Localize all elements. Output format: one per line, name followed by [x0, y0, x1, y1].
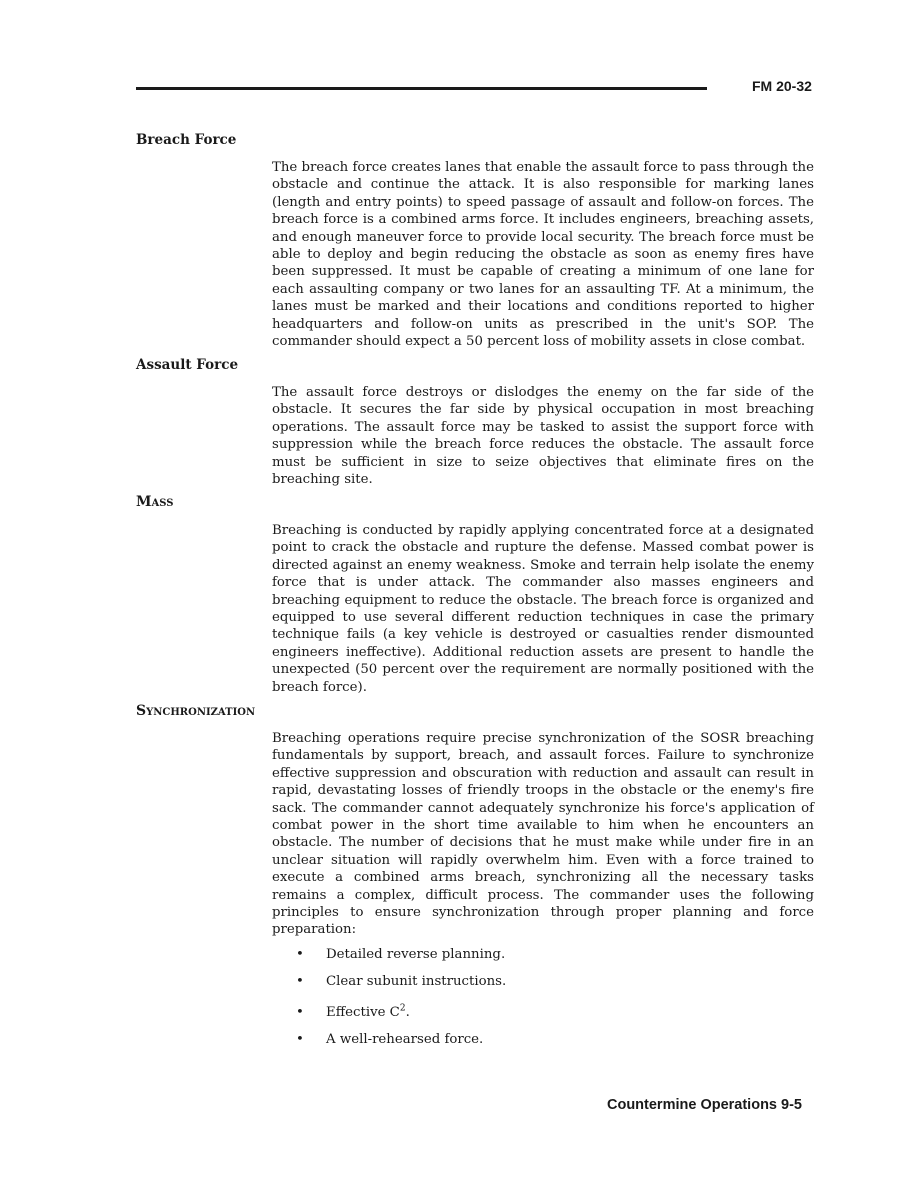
list-item-text: Detailed reverse planning.	[326, 947, 506, 962]
list-item-text: Effective C	[326, 1004, 400, 1020]
page-footer: Countermine Operations 9-5	[607, 1097, 802, 1113]
heading-synchronization: Synchronization	[136, 703, 256, 719]
bullet-icon: •	[296, 1004, 304, 1020]
paragraph-synchronization: Breaching operations require precise synchronization of the SOSR breaching fundamentals by support, breach, and assault forces. Failure to synchronize effective suppression and obscuration with reduction and assault can result in rapid, devastating losses of friendly troops in the obstacle or the enemy's fire sack. The commander cannot adequately synchronize his force's application of combat power in the short time available to him when he encounters an obstacle. The number of decisions that he must make while under fire in an unclear situation will rapidly overwhelm him. Even with a force trained to execute a combined arms breach, synchronizing all the necessary tasks remains a complex, difficult process. The commander uses the following principles to ensure synchronization through proper planning and force preparation:	[272, 731, 814, 938]
list-item	[296, 946, 506, 963]
heading-mass: Mass	[136, 494, 174, 510]
list-item	[296, 1031, 506, 1048]
paragraph-breach-force: The breach force creates lanes that enable the assault force to pass through the obstacle and continue the attack. It is also responsible for marking lanes (length and entry points) to speed passage of assault and follow-on forces. The breach force is a combined arms force. It includes engineers, breaching assets, and enough maneuver force to provide local security. The breach force must be able to deploy and begin reducing the obstacle as soon as enemy fires have been suppressed. It must be capable of creating a minimum of one lane for each assaulting company or two lanes for an assaulting TF. At a minimum, the lanes must be marked and their locations and conditions reported to higher headquarters and follow-on units as prescribed in the unit's SOP. The commander should expect a 50 percent loss of mobility assets in close combat.	[272, 160, 814, 350]
superscript: 2	[399, 1003, 406, 1014]
list-item-text: Clear subunit instructions.	[326, 974, 507, 990]
paragraph-mass: Breaching is conducted by rapidly applying concentrated force at a designated point to crack the obstacle and rupture the defense. Massed combat power is directed against an enemy weakness. Smoke and terrain help isolate the enemy force that is under attack. The commander also masses engineers and breaching equipment to reduce the obstacle. The breach force is organized and equipped to use several different reduction techniques in case the primary technique fails (a key vehicle is destroyed or casualties render dismounted engineers ineffective). Additional reduction assets are present to handle the unexpected (50 percent over the requirement are normally positioned with the breach force).	[272, 523, 814, 695]
list-item-suffix: .	[405, 1004, 410, 1020]
heading-breach-force: Breach Force	[136, 132, 237, 148]
bullet-icon: •	[296, 974, 304, 990]
header-rule	[136, 87, 707, 90]
list-item	[296, 973, 506, 990]
paragraph-assault-force: The assault force destroys or dislodges the enemy on the far side of the obstacle. It secures the far side by physical occupation in most breaching operations. The assault force may be tasked to assist the support force with suppression while the breach force reduces the obstacle. The assault force must be sufficient in size to seize objectives that eliminate fires on the breaching site.	[272, 385, 814, 488]
bullet-icon: •	[296, 947, 304, 962]
bullet-icon: •	[296, 1032, 304, 1048]
list-item	[296, 1004, 506, 1021]
list-item-text: A well-rehearsed force.	[326, 1032, 484, 1048]
doc-id: FM 20-32	[752, 78, 812, 94]
principles-list	[296, 946, 506, 1049]
heading-assault-force: Assault Force	[136, 357, 239, 373]
